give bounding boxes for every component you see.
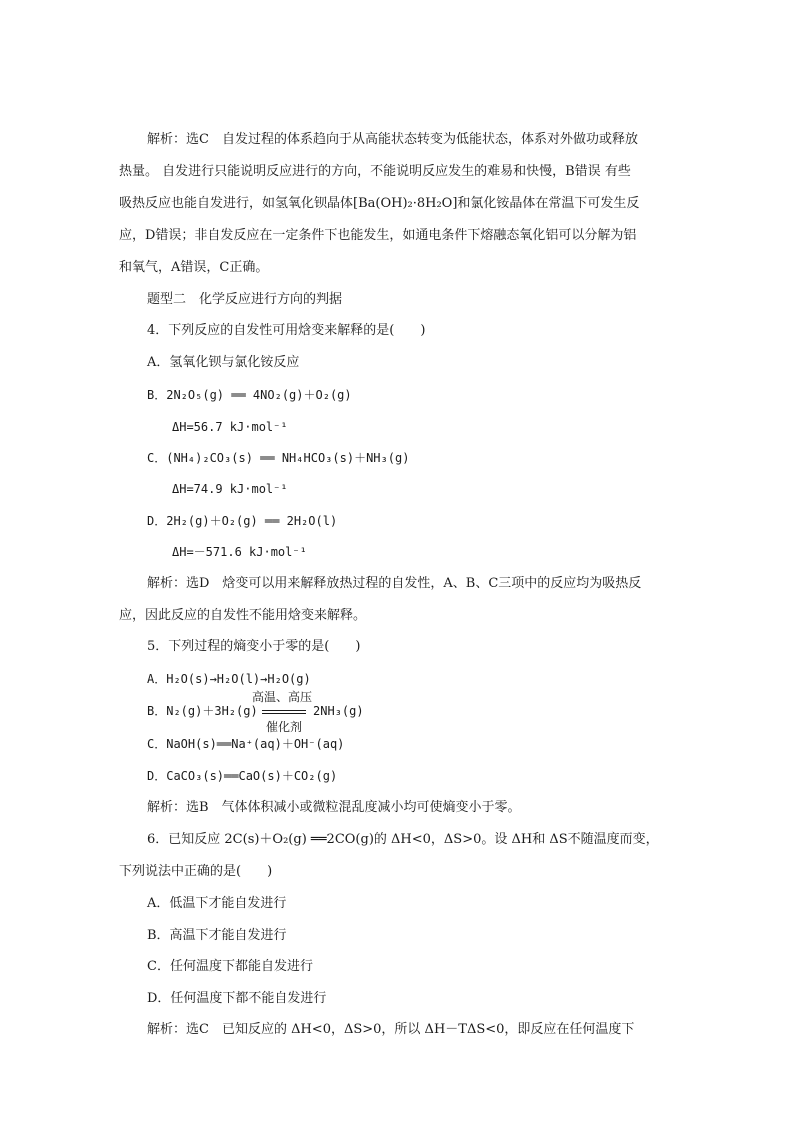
text-line: 解析：选D 焓变可以用来解释放热过程的自发性，A、B、C三项中的反应均为吸热反 bbox=[147, 576, 642, 591]
option-d: D．2H₂(g)＋O₂(g) ══ 2H₂O(l) bbox=[147, 514, 338, 528]
option-b: B．N₂(g)＋3H₂(g) bbox=[147, 704, 258, 718]
text-line: 和氧气，A错误，C正确。 bbox=[119, 260, 269, 275]
text-line: 下列说法中正确的是( ) bbox=[119, 864, 273, 879]
option-b-product: 2NH₃(g) bbox=[313, 704, 364, 718]
question-5: 5．下列过程的熵变小于零的是( ) bbox=[147, 639, 361, 654]
section-heading: 题型二 化学反应进行方向的判据 bbox=[147, 292, 343, 307]
option-b: B．高温下才能自发进行 bbox=[147, 928, 287, 943]
text-line: 热量。 自发进行只能说明反应进行的方向，不能说明反应发生的难易和快慢，B错误 有些 bbox=[119, 164, 631, 179]
option-c: C．NaOH(s)══Na⁺(aq)＋OH⁻(aq) bbox=[147, 737, 345, 751]
text-line: 吸热反应也能自发进行，如氢氧化钡晶体[Ba(OH)₂·8H₂O]和氯化铵晶体在常温下可发生反 bbox=[119, 196, 640, 211]
text-line: 应，D错误；非自发反应在一定条件下也能发生，如通电条件下熔融态氧化铝可以分解为铝 bbox=[119, 228, 637, 243]
option-c: C．(NH₄)₂CO₃(s) ══ NH₄HCO₃(s)＋NH₃(g) bbox=[147, 451, 410, 465]
option-a: A．H₂O(s)→H₂O(l)→H₂O(g) bbox=[147, 672, 311, 686]
text-line: 解析：选C 已知反应的 ΔH<0，ΔS>0，所以 ΔH－TΔS<0，即反应在任何温度下 bbox=[147, 1022, 635, 1037]
text-line: 解析：选B 气体体积减小或微粒混乱度减小均可使熵变小于零。 bbox=[147, 800, 521, 815]
enthalpy-d: ΔH=－571.6 kJ·mol⁻¹ bbox=[172, 545, 307, 559]
question-4: 4．下列反应的自发性可用焓变来解释的是( ) bbox=[147, 323, 426, 338]
enthalpy-c: ΔH=74.9 kJ·mol⁻¹ bbox=[172, 482, 288, 496]
reaction-condition-bottom: 催化剂 bbox=[266, 720, 303, 734]
question-6: 6．已知反应 2C(s)＋O₂(g) ══2CO(g)的 ΔH<0，ΔS>0。设 ΔH和 ΔS不随温度而变， bbox=[147, 832, 659, 847]
option-c: C．任何温度下都能自发进行 bbox=[147, 959, 313, 974]
option-a: A．氢氧化钡与氯化铵反应 bbox=[147, 355, 300, 370]
text-line: 应，因此反应的自发性不能用焓变来解释。 bbox=[119, 608, 367, 623]
text-line: 解析：选C 自发过程的体系趋向于从高能状态转变为低能状态，体系对外做功或释放 bbox=[147, 132, 638, 147]
enthalpy-b: ΔH=56.7 kJ·mol⁻¹ bbox=[172, 420, 288, 434]
option-a: A．低温下才能自发进行 bbox=[147, 896, 287, 911]
option-b: B．2N₂O₅(g) ══ 4NO₂(g)＋O₂(g) bbox=[147, 388, 352, 402]
reaction-condition-top: 高温、高压 bbox=[252, 690, 313, 704]
option-d: D．任何温度下都不能自发进行 bbox=[147, 991, 327, 1006]
option-d: D．CaCO₃(s)══CaO(s)＋CO₂(g) bbox=[147, 769, 338, 783]
